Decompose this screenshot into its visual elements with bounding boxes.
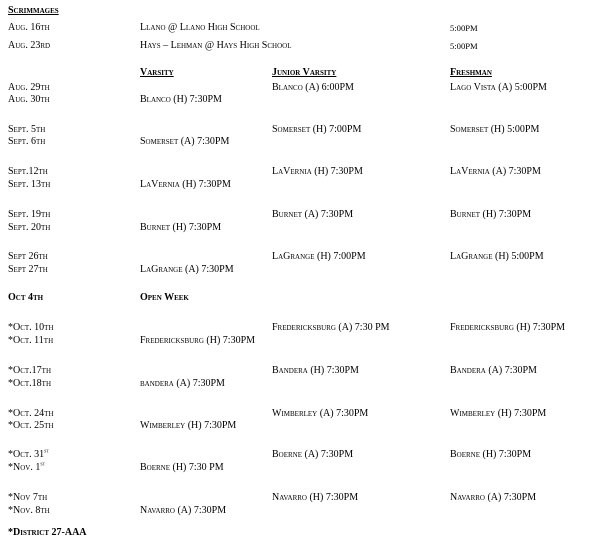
varsity-game: bandera (A) 7:30PM bbox=[140, 378, 225, 389]
jv-game: Bandera (H) 7:30PM bbox=[272, 365, 359, 376]
date-text: *Oct. 31 bbox=[8, 449, 45, 460]
game-date: Sept 26th bbox=[8, 251, 48, 262]
jv-game: LaVernia (H) 7:30PM bbox=[272, 166, 363, 177]
date-text: *Nov. 1 bbox=[8, 462, 41, 473]
game-date: *Nov 7th bbox=[8, 492, 48, 503]
freshman-column-header: Freshman bbox=[450, 67, 492, 78]
scrimmage-opponent: Llano @ Llano High School bbox=[140, 22, 260, 33]
game-date: *Oct.17th bbox=[8, 365, 51, 376]
varsity-game: LaGrange (A) 7:30PM bbox=[140, 264, 234, 275]
jv-column-header: Junior Varsity bbox=[272, 67, 337, 78]
jv-game: Navarro (H) 7:30PM bbox=[272, 492, 359, 503]
game-date bbox=[8, 463, 45, 473]
game-date: *Oct. 11th bbox=[8, 335, 54, 346]
game-date: *Oct. 10th bbox=[8, 322, 54, 333]
freshman-game: Burnet (H) 7:30PM bbox=[450, 209, 532, 220]
scrimmage-time: 5:00PM bbox=[450, 23, 478, 33]
jv-game: Boerne (A) 7:30PM bbox=[272, 449, 354, 460]
varsity-game: Boerne (H) 7:30 PM bbox=[140, 462, 224, 473]
game-date: Sept. 20th bbox=[8, 222, 51, 233]
jv-game: LaGrange (H) 7:00PM bbox=[272, 251, 366, 262]
freshman-game: LaVernia (A) 7:30PM bbox=[450, 166, 541, 177]
open-week-date: Oct 4th bbox=[8, 292, 44, 303]
game-date: *Oct. 25th bbox=[8, 420, 54, 431]
date-suffix: st bbox=[44, 448, 49, 455]
game-date: *Oct.18th bbox=[8, 378, 51, 389]
game-date: Aug. 29th bbox=[8, 82, 50, 93]
scrimmage-date: Aug. 16th bbox=[8, 22, 50, 33]
game-date: Sept.12th bbox=[8, 166, 48, 177]
freshman-game: Lago Vista (A) 5:00PM bbox=[450, 82, 547, 93]
game-date: *Nov. 8th bbox=[8, 505, 50, 516]
jv-game: Wimberley (A) 7:30PM bbox=[272, 408, 369, 419]
freshman-game: Somerset (H) 5:00PM bbox=[450, 124, 540, 135]
varsity-game: Somerset (A) 7:30PM bbox=[140, 136, 230, 147]
scrimmage-time: 5:00PM bbox=[450, 41, 478, 51]
varsity-game: LaVernia (H) 7:30PM bbox=[140, 179, 231, 190]
varsity-column-header: Varsity bbox=[140, 67, 174, 78]
game-date bbox=[8, 450, 49, 460]
scrimmage-date: Aug. 23rd bbox=[8, 40, 51, 51]
game-date: Sept. 5th bbox=[8, 124, 46, 135]
scrimmage-opponent: Hays – Lehman @ Hays High School bbox=[140, 40, 292, 51]
game-date: *Oct. 24th bbox=[8, 408, 54, 419]
game-date: Aug. 30th bbox=[8, 94, 50, 105]
varsity-game: Burnet (H) 7:30PM bbox=[140, 222, 222, 233]
varsity-game: Wimberley (H) 7:30PM bbox=[140, 420, 237, 431]
game-date: Sept. 13th bbox=[8, 179, 51, 190]
jv-game: Burnet (A) 7:30PM bbox=[272, 209, 354, 220]
open-week-label: Open Week bbox=[140, 292, 189, 303]
jv-game: Fredericksburg (A) 7:30 PM bbox=[272, 322, 390, 333]
game-date: Sept. 6th bbox=[8, 136, 46, 147]
game-date: Sept. 19th bbox=[8, 209, 51, 220]
jv-game: Blanco (A) 6:00PM bbox=[272, 82, 354, 93]
freshman-game: Boerne (H) 7:30PM bbox=[450, 449, 532, 460]
jv-game: Somerset (H) 7:00PM bbox=[272, 124, 362, 135]
varsity-game: Fredericksburg (H) 7:30PM bbox=[140, 335, 256, 346]
freshman-game: Navarro (A) 7:30PM bbox=[450, 492, 537, 503]
scrimmages-heading: Scrimmages bbox=[8, 5, 59, 16]
freshman-game: LaGrange (H) 5:00PM bbox=[450, 251, 544, 262]
varsity-game: Blanco (H) 7:30PM bbox=[140, 94, 222, 105]
freshman-game: Wimberley (H) 7:30PM bbox=[450, 408, 547, 419]
varsity-game: Navarro (A) 7:30PM bbox=[140, 505, 227, 516]
freshman-game: Bandera (A) 7:30PM bbox=[450, 365, 537, 376]
freshman-game: Fredericksburg (H) 7:30PM bbox=[450, 322, 566, 333]
game-date: Sept 27th bbox=[8, 264, 48, 275]
district-footnote: *District 27-AAA bbox=[8, 527, 87, 538]
date-suffix: st bbox=[40, 461, 46, 468]
